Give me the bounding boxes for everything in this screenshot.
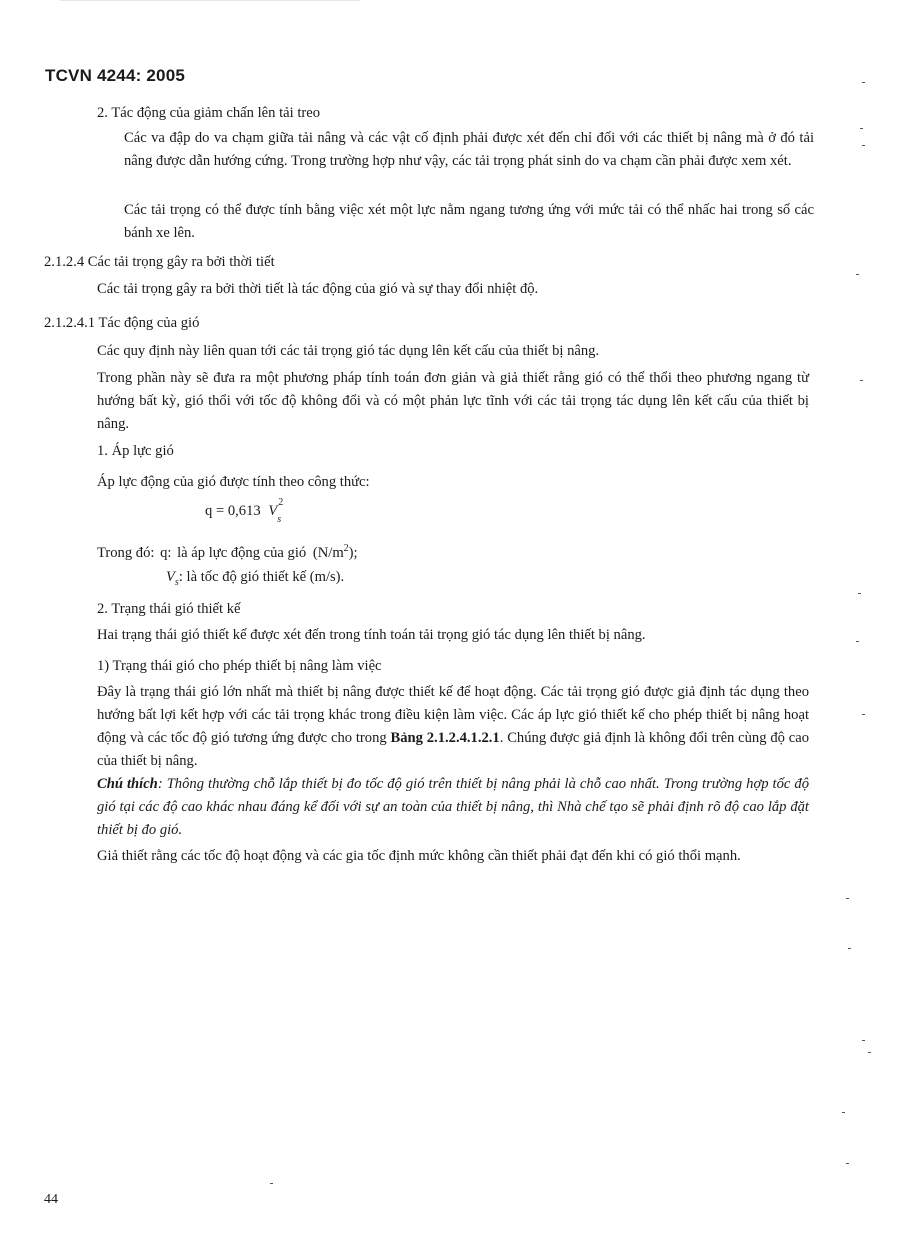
wind-pressure-formula [205,497,285,525]
paragraph-wind-method: Trong phần này sẽ đưa ra một phương pháp tính toán đơn giản và giả thiết rằng gió có thể thổi theo phương ngang từ hướng bất kỳ, gió thổi với tốc độ không đổi và có một phản lực tĩnh với các tải trọng tác dụng lên kết cấu của thiết bị nâng. [97,370,809,432]
subsection-heading-design-wind: 2. Trạng thái gió thiết kế [97,601,241,617]
where-q-description: là áp lực động của gió [177,544,307,561]
where-v-subscript: s [174,576,179,588]
table-reference: Bảng 2.1.2.4.1.2.1 [390,730,500,746]
page-number: 44 [44,1192,58,1207]
section-heading-wind-effect: 2.1.2.4.1 Tác động của gió [44,315,200,331]
note-paragraph [97,773,809,842]
paragraph-horizontal-force: Các tải trọng có thể được tính bằng việc xét một lực nằm ngang tương ứng với mức tải có thể nhấc hai trong số các bánh xe lên. [124,202,814,241]
scan-speck [862,82,865,83]
paragraph-operating-wind: Đây là trạng thái gió lớn nhất mà thiết bị nâng được thiết kế để hoạt động. Các tải trọng gió được giả định tác dụng theo hướng bất lợi kết hợp với các tải trọng khác trong điều kiện làm việc. Các áp lực gió thiết kế cho phép thiết bị nâng hoạt động và các tốc độ gió tương ứng được cho trong Bảng 2.1.2.4.1.2.1. Chúng được giả định là không đổi trên cùng độ cao của thiết bị nâng. [97,684,810,769]
scan-speck [842,1112,845,1113]
formula-lhs: q = 0,613 [205,503,261,519]
formula-variable: V [268,503,278,519]
scan-speck [846,898,849,899]
where-q-unit: $(N/m^2)$; [312,543,358,561]
where-v-line [166,566,344,594]
paragraph-wind-pressure-intro: Áp lực động của gió được tính theo công thức: [97,474,370,490]
subsection-heading-operating-wind: 1) Trạng thái gió cho phép thiết bị nâng làm việc [97,658,382,674]
standard-code-header: TCVN 4244: 2005 [45,66,186,85]
scan-speck [858,593,861,594]
scan-speck [868,1052,871,1053]
section-heading-damper-effect: 2. Tác động của giảm chấn lên tải treo [97,105,321,121]
scan-speck [856,641,859,642]
where-v-symbol: V [166,569,175,585]
subsection-heading-wind-pressure: 1. Áp lực gió [97,443,174,459]
where-q-symbol: q: [160,544,172,561]
scan-speck [862,145,865,146]
paragraph-design-wind: Hai trạng thái gió thiết kế được xét đến trong tính toán tải trọng gió tác dụng lên thiết bị nâng. [97,627,646,643]
paragraph-wind-regulations: Các quy định này liên quan tới các tải trọng gió tác dụng lên kết cấu của thiết bị nâng. [97,343,600,359]
scan-edge-line [60,0,360,1]
where-label: Trong đó: [97,544,155,561]
paragraph-impact-loads: Các va đập do va chạm giữa tải nâng và các vật cố định phải được xét đến chỉ đối với các thiết bị nâng mà ở đó tải nâng được dẫn hướng cứng. Trong trường hợp như vậy, các tải trọng phát sinh do va chạm cần phải được xem xét. [124,130,814,169]
scan-speck [860,128,863,129]
where-q-line [97,537,358,565]
scan-speck [270,1183,273,1184]
paragraph-operating-speeds: Giả thiết rằng các tốc độ hoạt động và các gia tốc định mức không cần thiết phải đạt đến khi có gió thổi mạnh. [97,848,741,864]
scan-speck [846,1163,849,1164]
scan-speck [848,948,851,949]
note-text: : Thông thường chỗ lắp thiết bị đo tốc độ gió trên thiết bị nâng phải là chỗ cao nhất. Trong trường hợp tốc độ gió tại các độ cao khác nhau đáng kể đối với sự an toàn của thiết bị nâng, thì Nhà chế tạo sẽ phải định rõ độ cao lắp đặt thiết bị đo gió. [97,776,809,838]
paragraph-weather-loads: Các tải trọng gây ra bởi thời tiết là tác động của gió và sự thay đổi nhiệt độ. [97,281,539,297]
where-v-description: : là tốc độ gió thiết kế (m/s). [178,569,345,585]
scan-speck [862,1040,865,1041]
formula-exponent: 2 [278,497,284,508]
formula-subscript: s [277,514,282,525]
scan-speck [856,274,859,275]
section-heading-weather-loads: 2.1.2.4 Các tải trọng gây ra bởi thời tiết [44,254,275,270]
note-label: Chú thích [97,776,158,792]
scan-speck [862,714,865,715]
scan-speck [860,380,863,381]
